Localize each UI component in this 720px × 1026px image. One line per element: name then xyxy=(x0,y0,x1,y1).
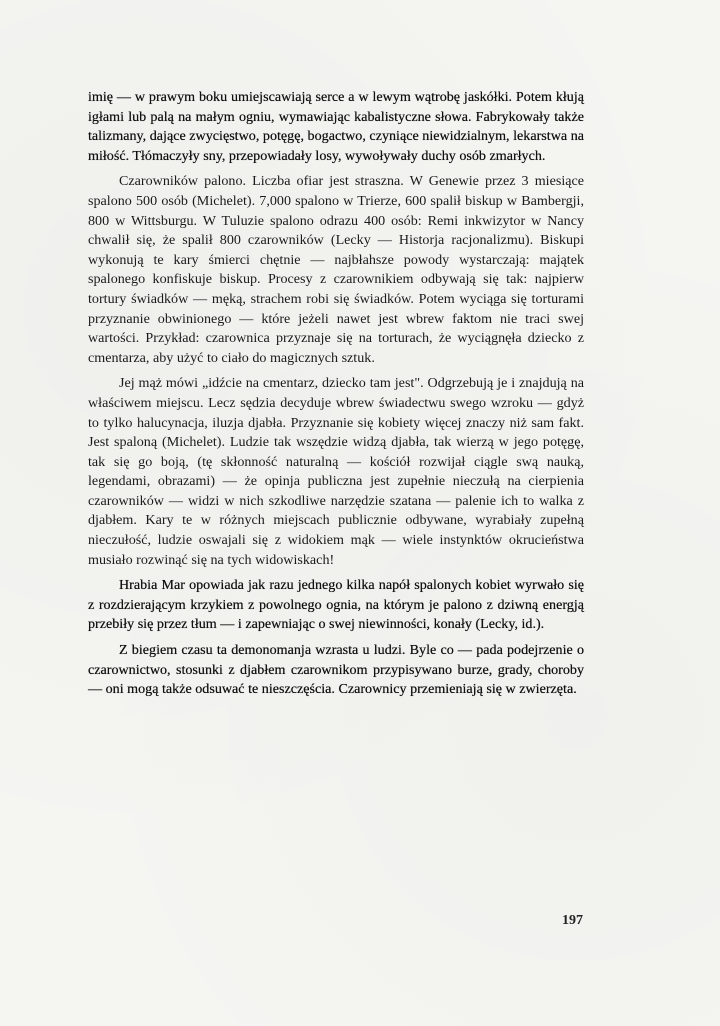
paragraph-1: imię — w prawym boku umiejscawiają serce a w lewym wątrobę jaskółki. Potem kłują igłami lub palą na małym ogniu, wymawiając kabalistyczne słowa. Fabrykowały także talizmany, dające zwycięstwo, potęgę, bogactwo, czyniące niewidzialnym, lekarstwa na miłość. Tłómaczyły sny, przepowiadały losy, wywoływały duchy osób zmarłych. xyxy=(88,89,584,164)
paragraph-3: Jej mąż mówi „idźcie na cmentarz, dziecko tam jest". Odgrzebują je i znajdują na właściwem miejscu. Lecz sędzia decyduje wbrew świadectwu swego wzroku — gdyż to tylko halucynacja, iluzja djabła. Przyznanie się kobiety więcej znaczy niż sam fakt. Jest spaloną (Michelet). Ludzie tak wszędzie widzą djabła, tak wierzą w jego potęgę, tak się go boją, (tę skłonność naturalną — kościół rozwijał ciągle swą nauką, legendami, obrazami) — że opinja publiczna jest zupełnie nieczułą na cierpienia czarowników — widzi w nich szkodliwe narzędzie szatana — palenie ich to walka z djabłem. Kary te w różnych miejscach publicznie odbywane, wyrabiały zupełną nieczułość, ludzie oswajali się z widokiem mąk — wiele instynktów okrucieństwa musiało rozwinąć się na tych widowiskach! xyxy=(88,375,584,568)
body-text xyxy=(88,88,584,706)
paragraph-5: Z biegiem czasu ta demonomanja wzrasta u ludzi. Byle co — pada podejrzenie o czarownictwo, stosunki z djabłem czarownikom przypisywano burze, grady, choroby — oni mogą także odsuwać te nieszczęścia. Czarownicy przemieniają się w zwierzęta. xyxy=(88,642,584,698)
page-number: 197 xyxy=(562,913,583,928)
paragraph-2: Czarowników palono. Liczba ofiar jest straszna. W Genewie przez 3 miesiące spalono 500 osób (Michelet). 7,000 spalono w Trierze, 600 spalił biskup w Bambergji, 800 w Wittsburgu. W Tuluzie spalono odrazu 400 osób: Remi inkwizytor w Nancy chwalił się, że spalił 800 czarowników (Lecky — Historja racjonalizmu). Biskupi wykonują te kary śmierci chętnie — najbłahsze powody wystarczają: majątek spalonego konfiskuje biskup. Procesy z czarownikiem odbywają się tak: najpierw tortury świadków — męką, strachem robi się świadków. Potem wyciąga się torturami przyznanie obwinionego — które jeżeli nawet jest wbrew faktom nie traci swej wartości. Przykład: czarownica przyznaje się na torturach, że wyciągnęła dziecko z cmentarza, aby użyć to ciało do magicznych sztuk. xyxy=(88,173,584,366)
paragraph-4: Hrabia Mar opowiada jak razu jednego kilka napół spalonych kobiet wyrwało się z rozdzierającym krzykiem z powolnego ognia, na którym je palono z dziwną energją przebiły się przez tłum — i zapewniając o swej niewinności, konały (Lecky, id.). xyxy=(88,577,584,633)
